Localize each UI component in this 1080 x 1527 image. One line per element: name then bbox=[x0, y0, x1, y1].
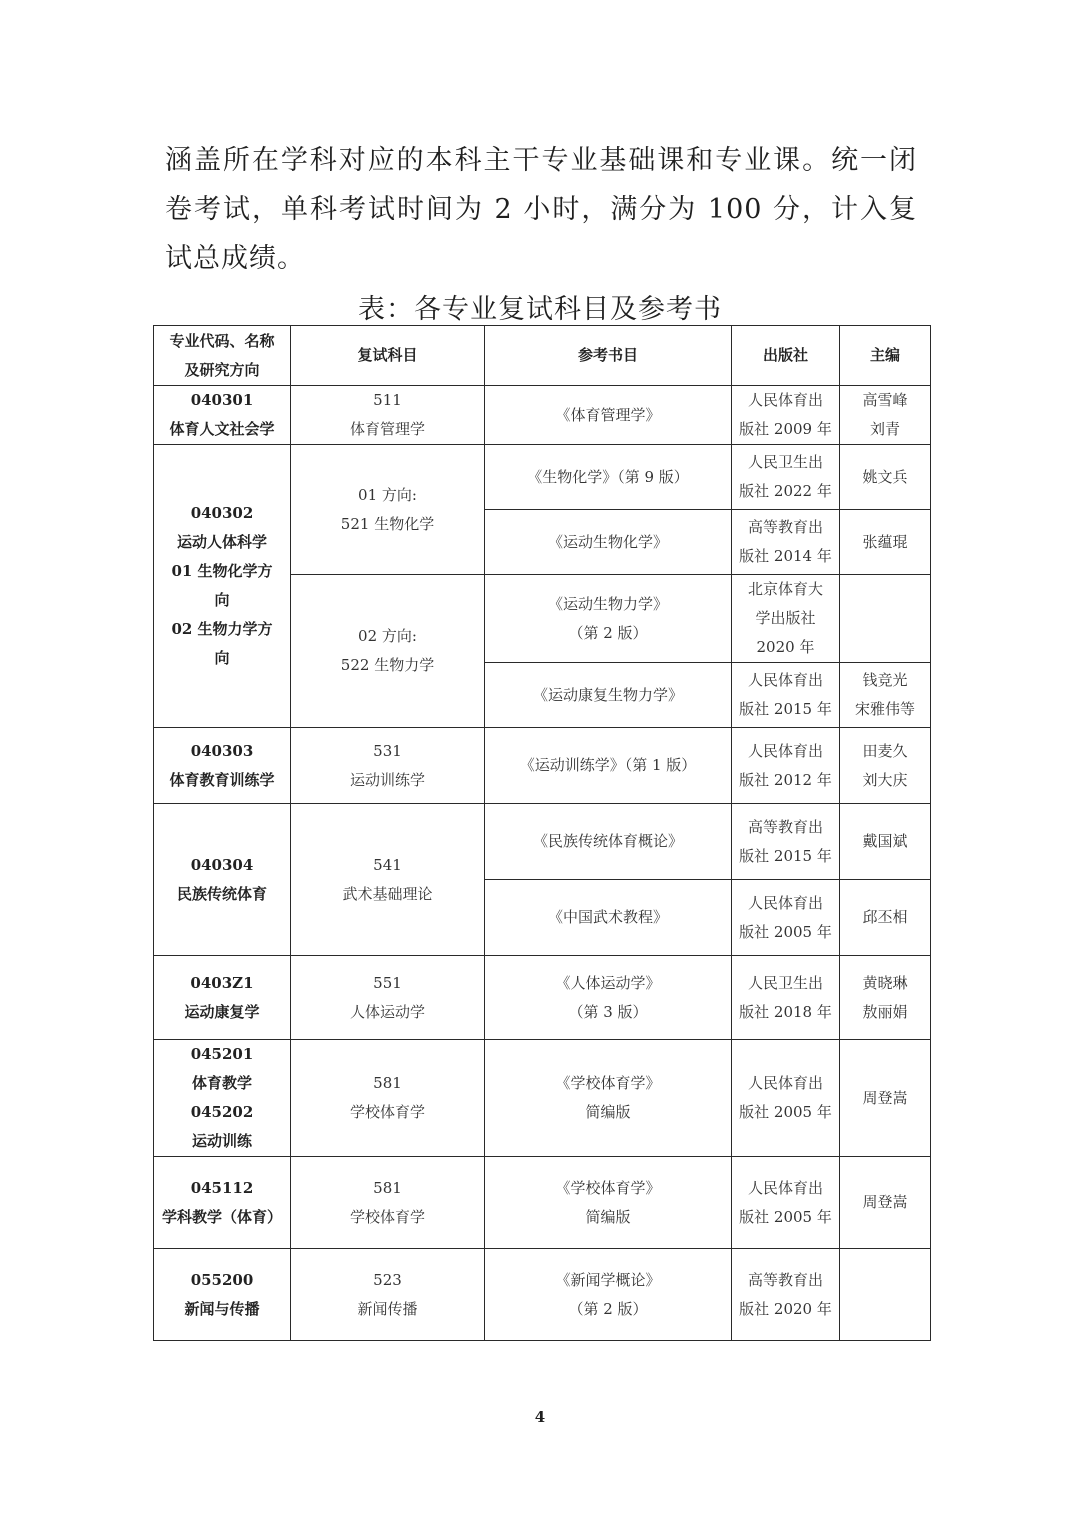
table-header-row bbox=[154, 326, 931, 386]
major-cell: 045112 学科教学（体育） bbox=[154, 1157, 291, 1249]
header-editor: 主编 bbox=[840, 326, 931, 386]
publisher-cell: 人民体育出 版社 2015 年 bbox=[732, 663, 840, 728]
subject-cell: 581 学校体育学 bbox=[291, 1040, 485, 1157]
table-row bbox=[154, 804, 931, 880]
major-cell: 040303 体育教育训练学 bbox=[154, 728, 291, 804]
publisher-cell: 高等教育出 版社 2020 年 bbox=[732, 1249, 840, 1341]
major-cell: 040302 运动人体科学 01 生物化学方 向 02 生物力学方 向 bbox=[154, 445, 291, 728]
major-cell: 055200 新闻与传播 bbox=[154, 1249, 291, 1341]
publisher-cell: 人民体育出 版社 2009 年 bbox=[732, 386, 840, 445]
book-cell: 《体育管理学》 bbox=[485, 386, 732, 445]
publisher-cell: 人民体育出 版社 2005 年 bbox=[732, 1157, 840, 1249]
major-cell: 0403Z1 运动康复学 bbox=[154, 956, 291, 1040]
editor-cell: 钱竞光 宋雅伟等 bbox=[840, 663, 931, 728]
subject-cell: 581 学校体育学 bbox=[291, 1157, 485, 1249]
subject-cell: 01 方向: 521 生物化学 bbox=[291, 445, 485, 575]
book-cell: 《人体运动学》 （第 3 版） bbox=[485, 956, 732, 1040]
book-cell: 《民族传统体育概论》 bbox=[485, 804, 732, 880]
exam-subjects-table bbox=[153, 325, 931, 1341]
header-book: 参考书目 bbox=[485, 326, 732, 386]
editor-cell: 姚文兵 bbox=[840, 445, 931, 510]
table-row bbox=[154, 728, 931, 804]
editor-cell: 田麦久 刘大庆 bbox=[840, 728, 931, 804]
subject-cell: 551 人体运动学 bbox=[291, 956, 485, 1040]
table-row bbox=[154, 1249, 931, 1341]
subject-cell: 02 方向: 522 生物力学 bbox=[291, 575, 485, 728]
table-row bbox=[154, 956, 931, 1040]
table-row bbox=[154, 1040, 931, 1157]
page-number: 4 bbox=[534, 1408, 546, 1426]
publisher-cell: 人民体育出 版社 2005 年 bbox=[732, 1040, 840, 1157]
publisher-cell: 高等教育出 版社 2015 年 bbox=[732, 804, 840, 880]
publisher-cell: 人民体育出 版社 2012 年 bbox=[732, 728, 840, 804]
book-cell: 《学校体育学》 简编版 bbox=[485, 1157, 732, 1249]
book-cell: 《学校体育学》 简编版 bbox=[485, 1040, 732, 1157]
subject-cell: 523 新闻传播 bbox=[291, 1249, 485, 1341]
publisher-cell: 人民体育出 版社 2005 年 bbox=[732, 880, 840, 956]
publisher-cell: 人民卫生出 版社 2018 年 bbox=[732, 956, 840, 1040]
header-major: 专业代码、名称 及研究方向 bbox=[154, 326, 291, 386]
editor-cell: 邱丕相 bbox=[840, 880, 931, 956]
header-subject: 复试科目 bbox=[291, 326, 485, 386]
editor-cell bbox=[840, 575, 931, 663]
editor-cell: 周登嵩 bbox=[840, 1157, 931, 1249]
book-cell: 《生物化学》（第 9 版） bbox=[485, 445, 732, 510]
table-row bbox=[154, 445, 931, 510]
publisher-cell: 北京体育大 学出版社 2020 年 bbox=[732, 575, 840, 663]
major-cell: 040304 民族传统体育 bbox=[154, 804, 291, 956]
publisher-cell: 高等教育出 版社 2014 年 bbox=[732, 510, 840, 575]
intro-paragraph: 涵盖所在学科对应的本科主干专业基础课和专业课。统一闭卷考试，单科考试时间为 2 小时，满分为 100 分，计入复试总成绩。 bbox=[165, 145, 917, 274]
editor-cell: 戴国斌 bbox=[840, 804, 931, 880]
book-cell: 《中国武术教程》 bbox=[485, 880, 732, 956]
table-row bbox=[154, 1157, 931, 1249]
editor-cell: 高雪峰 刘青 bbox=[840, 386, 931, 445]
book-cell: 《运动生物化学》 bbox=[485, 510, 732, 575]
editor-cell bbox=[840, 1249, 931, 1341]
major-cell: 040301 体育人文社会学 bbox=[154, 386, 291, 445]
table-row bbox=[154, 386, 931, 445]
editor-cell: 黄晓琳 敖丽娟 bbox=[840, 956, 931, 1040]
editor-cell: 周登嵩 bbox=[840, 1040, 931, 1157]
editor-cell: 张蕴琨 bbox=[840, 510, 931, 575]
subject-cell: 531 运动训练学 bbox=[291, 728, 485, 804]
subject-cell: 511 体育管理学 bbox=[291, 386, 485, 445]
book-cell: 《运动训练学》（第 1 版） bbox=[485, 728, 732, 804]
subject-cell: 541 武术基础理论 bbox=[291, 804, 485, 956]
book-cell: 《运动生物力学》 （第 2 版） bbox=[485, 575, 732, 663]
book-cell: 《新闻学概论》 （第 2 版） bbox=[485, 1249, 732, 1341]
header-publisher: 出版社 bbox=[732, 326, 840, 386]
table-caption: 表：各专业复试科目及参考书 bbox=[358, 294, 722, 325]
publisher-cell: 人民卫生出 版社 2022 年 bbox=[732, 445, 840, 510]
major-cell: 045201 体育教学 045202 运动训练 bbox=[154, 1040, 291, 1157]
book-cell: 《运动康复生物力学》 bbox=[485, 663, 732, 728]
